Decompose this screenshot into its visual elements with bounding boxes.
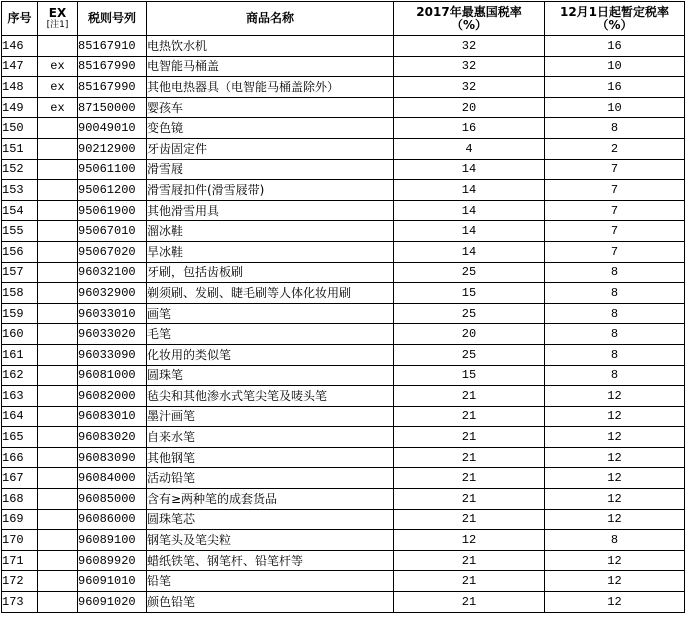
cell-tariff-code: 96086000 (78, 509, 147, 530)
table-row (2, 427, 685, 448)
table-row (2, 530, 685, 551)
cell-tariff-code: 96033020 (78, 324, 147, 345)
header-rate-new (545, 2, 685, 36)
cell-index: 147 (2, 56, 38, 77)
cell-tariff-code: 95061100 (78, 159, 147, 180)
cell-rate-new: 8 (545, 530, 685, 551)
cell-index: 150 (2, 118, 38, 139)
header-index: 序号 (2, 2, 38, 36)
cell-rate-2017: 25 (394, 262, 545, 283)
cell-index: 161 (2, 344, 38, 365)
cell-rate-new: 12 (545, 447, 685, 468)
cell-ex (38, 550, 78, 571)
table-row (2, 221, 685, 242)
cell-product-name: 滑雪屐扣件(滑雪屐带) (147, 180, 394, 201)
cell-rate-new: 7 (545, 180, 685, 201)
cell-product-name: 铅笔 (147, 571, 394, 592)
header-rate-2017 (394, 2, 545, 36)
cell-product-name: 变色镜 (147, 118, 394, 139)
cell-rate-new: 16 (545, 77, 685, 98)
cell-index: 166 (2, 447, 38, 468)
header-rate-2017-title: 2017年最惠国税率 (416, 4, 522, 19)
cell-tariff-code: 96091020 (78, 592, 147, 613)
cell-rate-new: 8 (545, 324, 685, 345)
cell-tariff-code: 96085000 (78, 489, 147, 510)
cell-rate-new: 7 (545, 159, 685, 180)
header-rate-new-title: 12月1日起暂定税率 (559, 4, 670, 19)
cell-rate-new: 12 (545, 406, 685, 427)
cell-ex (38, 468, 78, 489)
cell-tariff-code: 96081000 (78, 365, 147, 386)
cell-ex (38, 386, 78, 407)
cell-rate-2017: 21 (394, 447, 545, 468)
cell-tariff-code: 96082000 (78, 386, 147, 407)
cell-rate-2017: 12 (394, 530, 545, 551)
cell-tariff-code: 96089100 (78, 530, 147, 551)
cell-ex (38, 118, 78, 139)
cell-product-name: 牙刷，包括齿板刷 (147, 262, 394, 283)
table-row (2, 447, 685, 468)
cell-ex (38, 489, 78, 510)
cell-tariff-code: 96089920 (78, 550, 147, 571)
cell-rate-new: 7 (545, 241, 685, 262)
cell-tariff-code: 96083010 (78, 406, 147, 427)
table-row (2, 138, 685, 159)
cell-index: 157 (2, 262, 38, 283)
cell-rate-new: 10 (545, 56, 685, 77)
cell-product-name: 其他滑雪用具 (147, 200, 394, 221)
cell-rate-new: 10 (545, 97, 685, 118)
cell-rate-2017: 14 (394, 200, 545, 221)
tariff-table (1, 1, 685, 613)
cell-ex (38, 324, 78, 345)
table-row (2, 571, 685, 592)
cell-tariff-code: 96032100 (78, 262, 147, 283)
cell-rate-2017: 21 (394, 571, 545, 592)
table-row (2, 180, 685, 201)
cell-product-name: 剃须刷、发刷、睫毛刷等人体化妆用刷 (147, 283, 394, 304)
cell-tariff-code: 95067020 (78, 241, 147, 262)
table-row (2, 262, 685, 283)
cell-tariff-code: 96083020 (78, 427, 147, 448)
table-row (2, 468, 685, 489)
header-rate-new-unit: （%） (596, 17, 633, 32)
cell-rate-2017: 21 (394, 427, 545, 448)
cell-rate-new: 12 (545, 592, 685, 613)
cell-ex (38, 303, 78, 324)
cell-ex: ex (38, 97, 78, 118)
cell-rate-2017: 15 (394, 365, 545, 386)
table-row (2, 200, 685, 221)
cell-index: 154 (2, 200, 38, 221)
cell-ex (38, 530, 78, 551)
cell-rate-2017: 32 (394, 56, 545, 77)
header-ex-label: EX (48, 6, 67, 20)
cell-product-name: 溜冰鞋 (147, 221, 394, 242)
cell-ex (38, 36, 78, 57)
cell-tariff-code: 90212900 (78, 138, 147, 159)
table-header-row (2, 2, 685, 36)
cell-ex (38, 427, 78, 448)
cell-ex (38, 406, 78, 427)
cell-index: 155 (2, 221, 38, 242)
cell-rate-new: 16 (545, 36, 685, 57)
cell-tariff-code: 96033090 (78, 344, 147, 365)
cell-ex (38, 200, 78, 221)
cell-ex (38, 592, 78, 613)
cell-rate-2017: 14 (394, 241, 545, 262)
cell-index: 163 (2, 386, 38, 407)
cell-product-name: 化妆用的类似笔 (147, 344, 394, 365)
cell-product-name: 其他钢笔 (147, 447, 394, 468)
cell-rate-new: 7 (545, 221, 685, 242)
table-row (2, 365, 685, 386)
cell-product-name: 毡尖和其他渗水式笔尖笔及唛头笔 (147, 386, 394, 407)
cell-index: 158 (2, 283, 38, 304)
cell-tariff-code: 90049010 (78, 118, 147, 139)
cell-product-name: 婴孩车 (147, 97, 394, 118)
cell-rate-2017: 21 (394, 468, 545, 489)
cell-product-name: 毛笔 (147, 324, 394, 345)
header-ex (38, 2, 78, 36)
cell-index: 173 (2, 592, 38, 613)
cell-index: 146 (2, 36, 38, 57)
table-row (2, 592, 685, 613)
cell-ex (38, 447, 78, 468)
cell-product-name: 颜色铅笔 (147, 592, 394, 613)
cell-tariff-code: 96032900 (78, 283, 147, 304)
cell-rate-2017: 21 (394, 550, 545, 571)
header-product-name: 商品名称 (147, 2, 394, 36)
cell-rate-new: 12 (545, 489, 685, 510)
header-ex-note: [注1] (46, 20, 69, 30)
cell-product-name: 电热饮水机 (147, 36, 394, 57)
cell-index: 159 (2, 303, 38, 324)
cell-rate-new: 8 (545, 344, 685, 365)
cell-rate-2017: 21 (394, 386, 545, 407)
cell-rate-2017: 32 (394, 77, 545, 98)
cell-tariff-code: 96083090 (78, 447, 147, 468)
table-row (2, 344, 685, 365)
cell-rate-new: 12 (545, 427, 685, 448)
table-row (2, 406, 685, 427)
cell-index: 160 (2, 324, 38, 345)
table-row (2, 159, 685, 180)
cell-rate-new: 8 (545, 283, 685, 304)
cell-product-name: 蜡纸铁笔、钢笔杆、铅笔杆等 (147, 550, 394, 571)
cell-index: 149 (2, 97, 38, 118)
cell-ex (38, 241, 78, 262)
cell-rate-new: 8 (545, 303, 685, 324)
cell-index: 156 (2, 241, 38, 262)
cell-rate-2017: 15 (394, 283, 545, 304)
cell-rate-new: 12 (545, 386, 685, 407)
cell-rate-2017: 14 (394, 159, 545, 180)
cell-rate-new: 7 (545, 200, 685, 221)
cell-rate-new: 8 (545, 365, 685, 386)
cell-rate-new: 12 (545, 468, 685, 489)
cell-ex (38, 159, 78, 180)
cell-index: 172 (2, 571, 38, 592)
cell-product-name: 钢笔头及笔尖粒 (147, 530, 394, 551)
cell-ex (38, 344, 78, 365)
cell-rate-2017: 4 (394, 138, 545, 159)
cell-ex (38, 571, 78, 592)
cell-product-name: 其他电热器具（电智能马桶盖除外） (147, 77, 394, 98)
cell-product-name: 画笔 (147, 303, 394, 324)
cell-ex (38, 262, 78, 283)
table-row (2, 283, 685, 304)
cell-product-name: 牙齿固定件 (147, 138, 394, 159)
table-row (2, 324, 685, 345)
cell-index: 153 (2, 180, 38, 201)
cell-tariff-code: 85167990 (78, 77, 147, 98)
table-row (2, 118, 685, 139)
cell-product-name: 活动铅笔 (147, 468, 394, 489)
cell-tariff-code: 95067010 (78, 221, 147, 242)
table-row (2, 241, 685, 262)
cell-product-name: 电智能马桶盖 (147, 56, 394, 77)
cell-index: 171 (2, 550, 38, 571)
cell-rate-2017: 32 (394, 36, 545, 57)
cell-tariff-code: 96033010 (78, 303, 147, 324)
cell-tariff-code: 85167910 (78, 36, 147, 57)
cell-ex (38, 180, 78, 201)
table-row (2, 550, 685, 571)
cell-rate-2017: 25 (394, 344, 545, 365)
table-row (2, 97, 685, 118)
cell-tariff-code: 96084000 (78, 468, 147, 489)
cell-product-name: 墨汁画笔 (147, 406, 394, 427)
cell-rate-2017: 14 (394, 180, 545, 201)
cell-index: 162 (2, 365, 38, 386)
cell-index: 151 (2, 138, 38, 159)
cell-tariff-code: 96091010 (78, 571, 147, 592)
cell-rate-2017: 16 (394, 118, 545, 139)
cell-rate-2017: 14 (394, 221, 545, 242)
cell-tariff-code: 87150000 (78, 97, 147, 118)
cell-rate-2017: 20 (394, 97, 545, 118)
cell-index: 167 (2, 468, 38, 489)
header-rate-2017-unit: （%） (450, 17, 488, 32)
cell-index: 148 (2, 77, 38, 98)
table-row (2, 77, 685, 98)
cell-index: 168 (2, 489, 38, 510)
cell-ex (38, 221, 78, 242)
cell-ex (38, 509, 78, 530)
cell-ex: ex (38, 56, 78, 77)
table-row (2, 36, 685, 57)
header-tariff-code: 税则号列 (78, 2, 147, 36)
cell-rate-2017: 21 (394, 509, 545, 530)
cell-product-name: 自来水笔 (147, 427, 394, 448)
cell-product-name: 含有≥两种笔的成套货品 (147, 489, 394, 510)
cell-rate-2017: 21 (394, 592, 545, 613)
cell-product-name: 圆珠笔 (147, 365, 394, 386)
table-row (2, 489, 685, 510)
cell-index: 165 (2, 427, 38, 448)
cell-product-name: 圆珠笔芯 (147, 509, 394, 530)
cell-index: 169 (2, 509, 38, 530)
cell-product-name: 旱冰鞋 (147, 241, 394, 262)
cell-rate-2017: 21 (394, 406, 545, 427)
cell-rate-2017: 21 (394, 489, 545, 510)
table-row (2, 303, 685, 324)
cell-tariff-code: 95061200 (78, 180, 147, 201)
cell-ex: ex (38, 77, 78, 98)
cell-ex (38, 138, 78, 159)
cell-index: 164 (2, 406, 38, 427)
table-row (2, 509, 685, 530)
cell-rate-new: 12 (545, 571, 685, 592)
cell-ex (38, 365, 78, 386)
cell-product-name: 滑雪屐 (147, 159, 394, 180)
cell-rate-new: 12 (545, 550, 685, 571)
cell-index: 170 (2, 530, 38, 551)
cell-rate-2017: 25 (394, 303, 545, 324)
cell-rate-new: 12 (545, 509, 685, 530)
cell-rate-new: 8 (545, 262, 685, 283)
cell-tariff-code: 95061900 (78, 200, 147, 221)
cell-rate-new: 2 (545, 138, 685, 159)
cell-tariff-code: 85167990 (78, 56, 147, 77)
cell-rate-new: 8 (545, 118, 685, 139)
cell-index: 152 (2, 159, 38, 180)
table-row (2, 386, 685, 407)
cell-rate-2017: 20 (394, 324, 545, 345)
cell-ex (38, 283, 78, 304)
table-row (2, 56, 685, 77)
